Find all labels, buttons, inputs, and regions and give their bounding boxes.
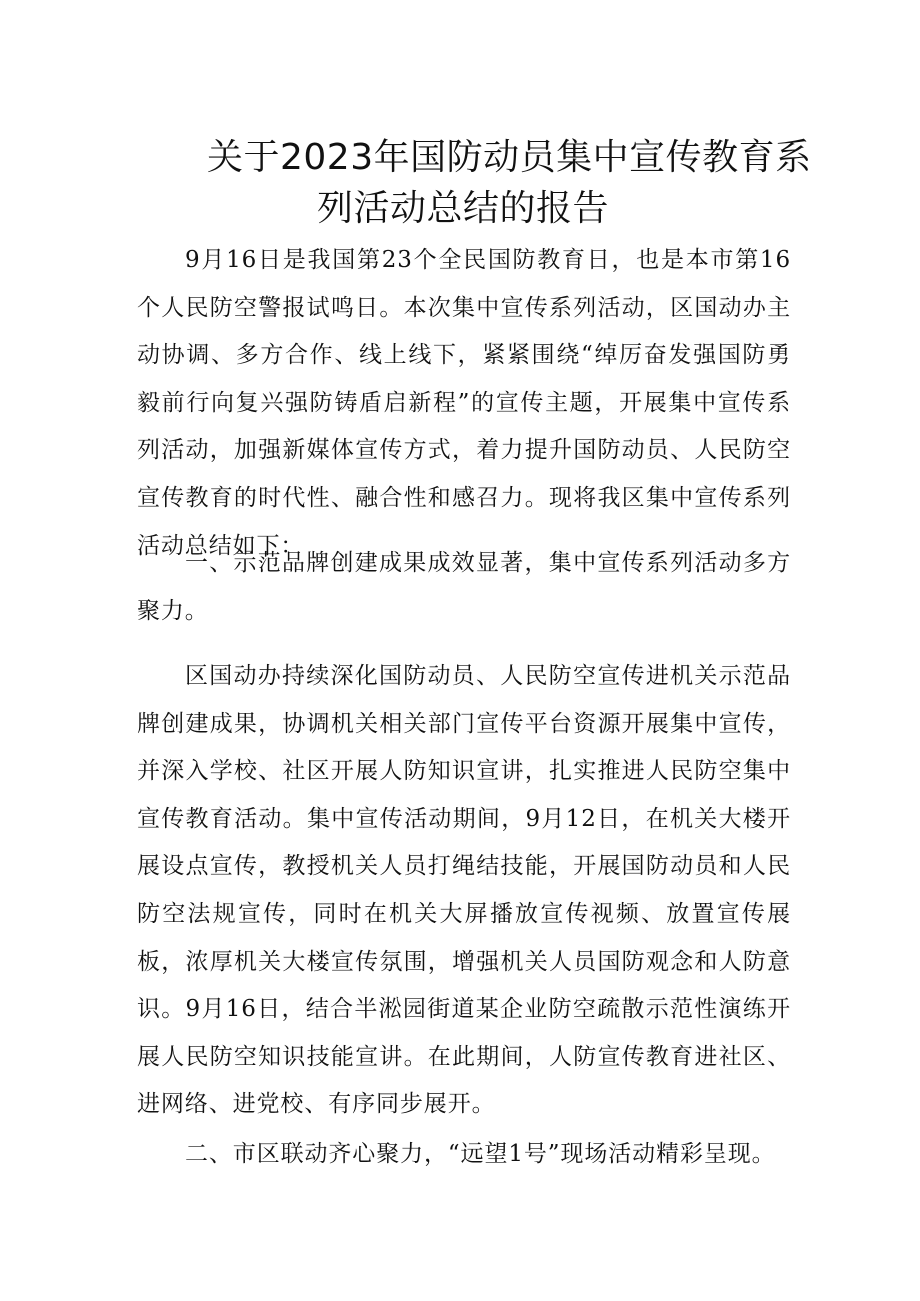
section-heading-1: 一、示范品牌创建成果成效显著，集中宣传系列活动多方聚力。 bbox=[137, 550, 791, 624]
section-heading-2: 二、市区联动齐心聚力，“远望1号”现场活动精彩呈现。 bbox=[185, 1141, 776, 1167]
paragraph-intro: 9月16日是我国第23个全民国防教育日，也是本市第16个人民防空警报试鸣日。本次集中宣传系列活动，区国动办主动协调、多方合作、线上线下，紧紧围绕“绰厉奋发强国防勇毅前行向复兴强防铸盾启新程”的宣传主题，开展集中宣传系列活动，加强新媒体宣传方式，着力提升国防动员、人民防空宣传教育的时代性、融合性和感召力。现将我区集中宣传系列活动总结如下： bbox=[137, 247, 791, 559]
document-title-line-1: 关于2023年国防动员集中宣传教育系 bbox=[207, 137, 812, 178]
document-title-line-2: 列活动总结的报告 bbox=[317, 188, 610, 229]
paragraph-section-1: 区国动办持续深化国防动员、人民防空宣传进机关示范品牌创建成果，协调机关相关部门宣传平台资源开展集中宣传，并深入学校、社区开展人防知识宣讲，扎实推进人民防空集中宣传教育活动。集中宣传活动期间，9月12日，在机关大楼开展设点宣传，教授机关人员打绳结技能，开展国防动员和人民防空法规宣传，同时在机关大屏播放宣传视频、放置宣传展板，浓厚机关大楼宣传氛围，增强机关人员国防观念和人防意识。9月16日，结合半淞园街道某企业防空疏散示范性演练开展人民防空知识技能宣讲。在此期间，人防宣传教育进社区、进网络、进党校、有序同步展开。 bbox=[137, 663, 791, 1118]
